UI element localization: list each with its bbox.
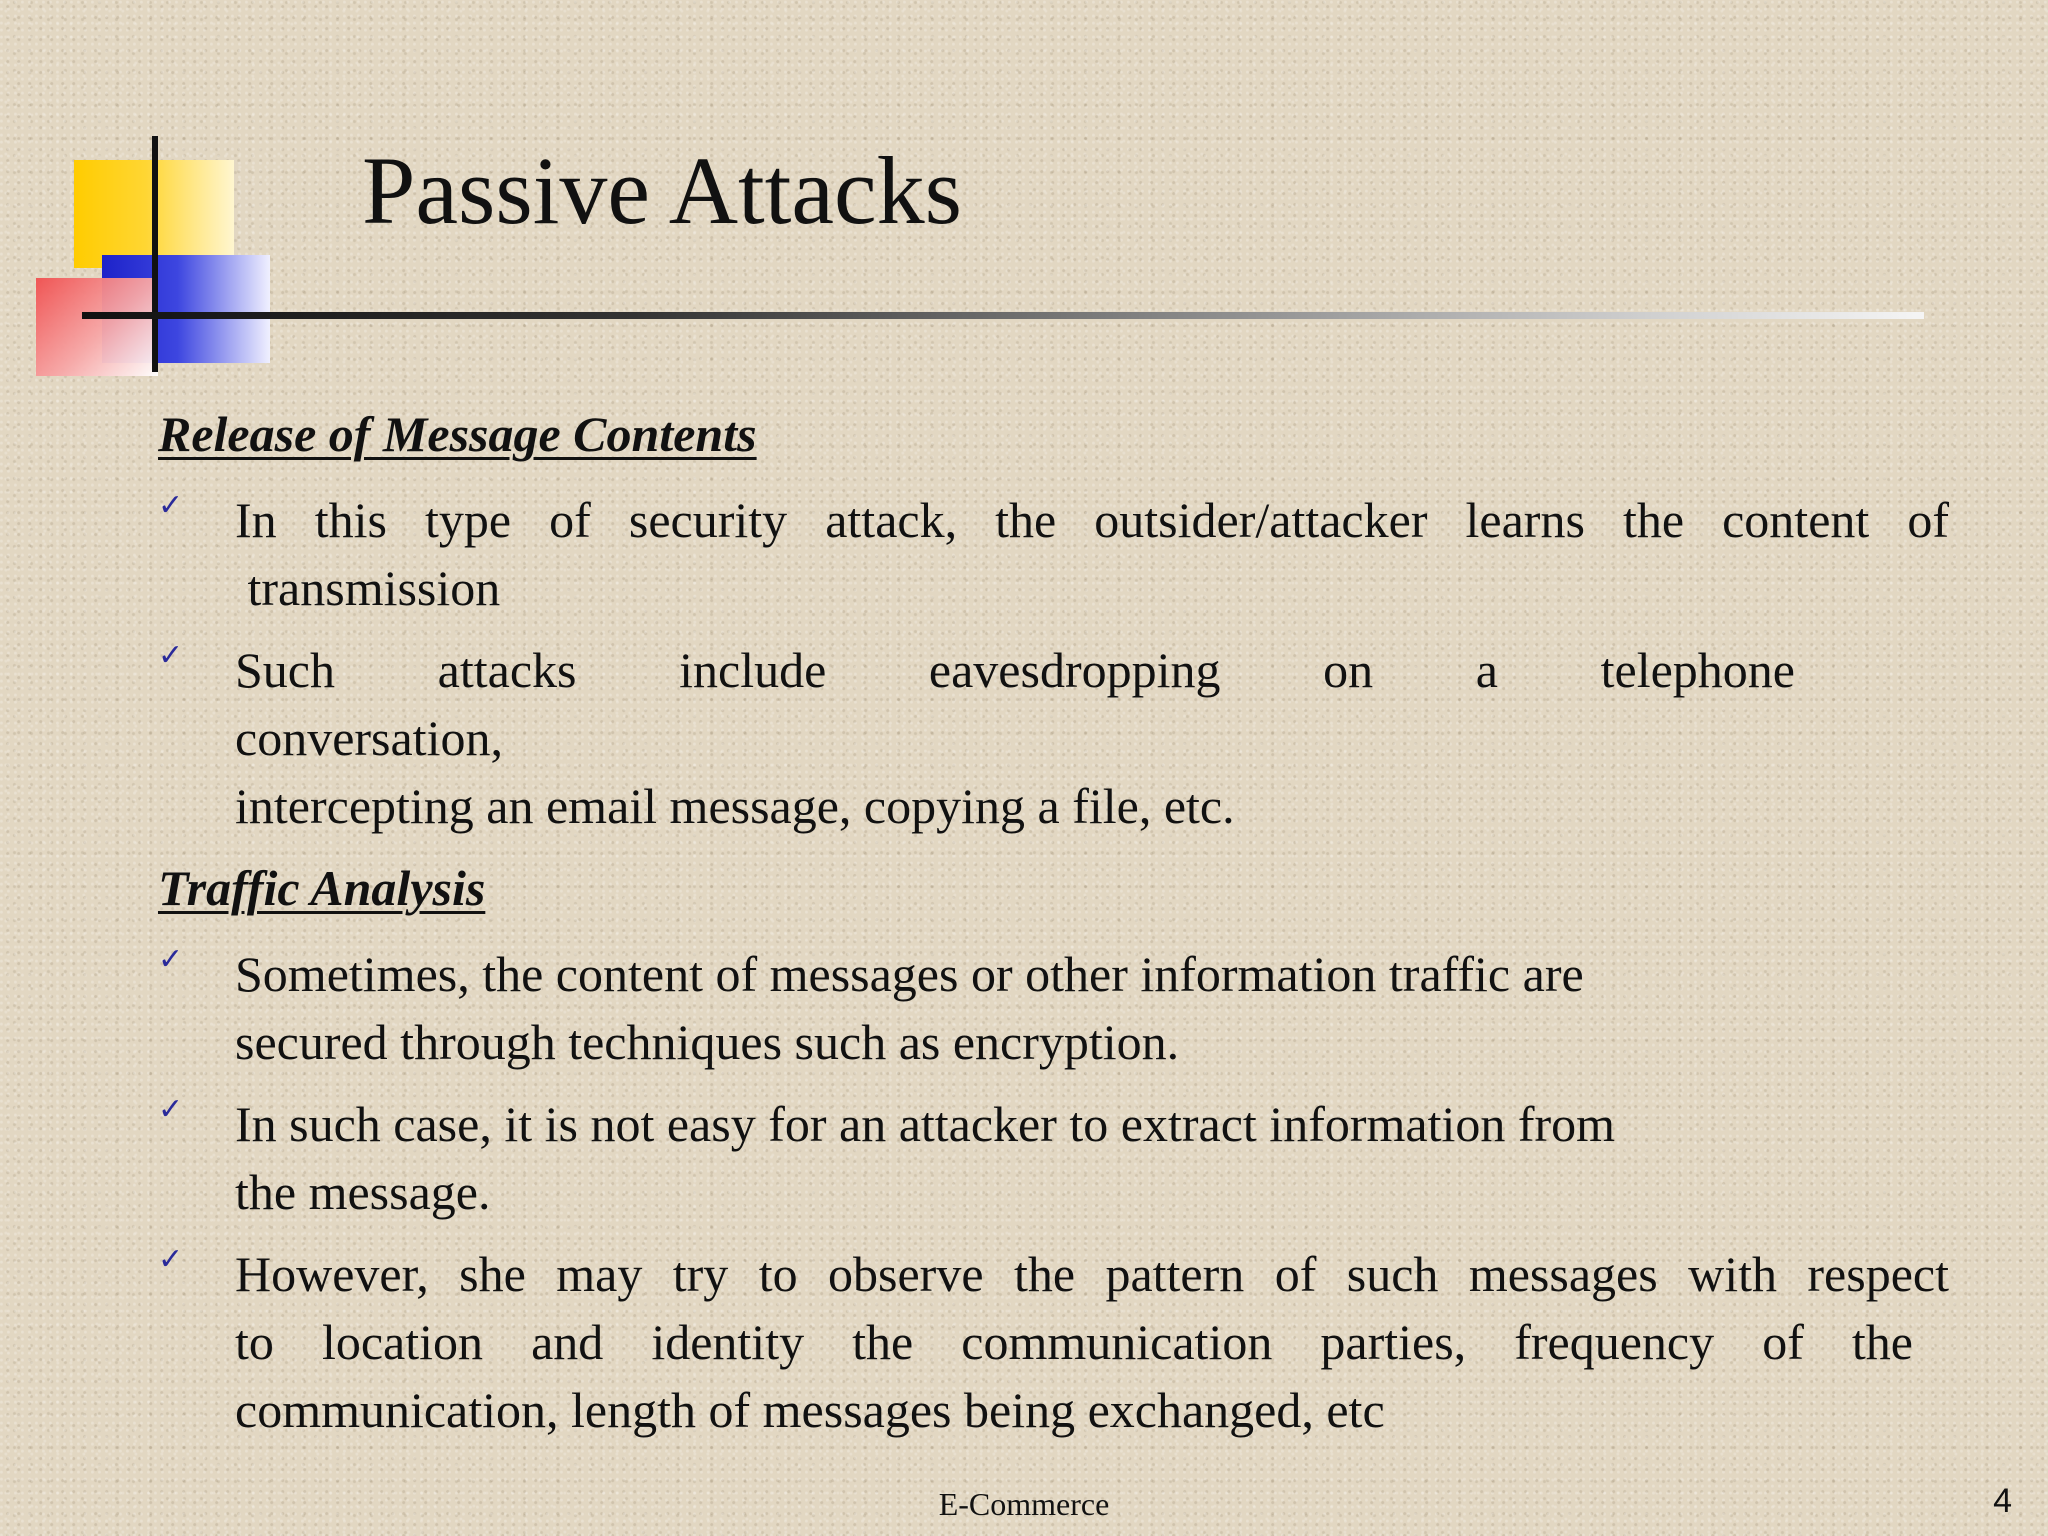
- checkmark-icon: ✓: [158, 942, 184, 977]
- bullet-line: In this type of security attack, the outsider/attacker learns the content of: [235, 492, 1949, 548]
- bullet-text: [235, 1240, 1949, 1444]
- bullet-line: Such attacks include eavesdropping on a telephone: [235, 642, 1795, 698]
- section-heading-release-of-message-contents: Release of Message Contents: [158, 406, 757, 462]
- bullet-text: [235, 940, 1949, 1076]
- bullet-line: to location and identity the communication parties, frequency of the: [235, 1314, 1913, 1370]
- bullet-line: conversation,: [235, 710, 503, 766]
- bullet-line: However, she may try to observe the pattern of such messages with respect: [235, 1246, 1949, 1302]
- page-number: 4: [1993, 1482, 2012, 1520]
- checkmark-icon: ✓: [158, 488, 184, 523]
- checkmark-icon: ✓: [158, 1242, 184, 1277]
- bullet-text: [235, 1090, 1949, 1226]
- bullet-text: [235, 636, 1795, 840]
- bullet-line: communication, length of messages being exchanged, etc: [235, 1382, 1385, 1438]
- checkmark-icon: ✓: [158, 638, 184, 673]
- bullet-line: secured through techniques such as encryption.: [235, 1014, 1180, 1070]
- footer-course-name: E-Commerce: [938, 1486, 1110, 1522]
- bullet-line: intercepting an email message, copying a file, etc.: [235, 778, 1235, 834]
- bullet-line: the message.: [235, 1164, 491, 1220]
- vertical-rule: [152, 136, 158, 372]
- bullet-text: [235, 486, 1949, 622]
- decorative-squares-logo: [0, 0, 290, 390]
- bullet-line: transmission: [235, 560, 501, 616]
- checkmark-icon: ✓: [158, 1092, 184, 1127]
- red-square: [36, 278, 158, 376]
- section-heading-traffic-analysis: Traffic Analysis: [158, 860, 486, 916]
- bullet-line: Sometimes, the content of messages or other information traffic are: [235, 946, 1584, 1002]
- slide-title: Passive Attacks: [362, 137, 962, 244]
- bullet-line: In such case, it is not easy for an attacker to extract information from: [235, 1096, 1616, 1152]
- title-underline-rule: [82, 312, 1924, 319]
